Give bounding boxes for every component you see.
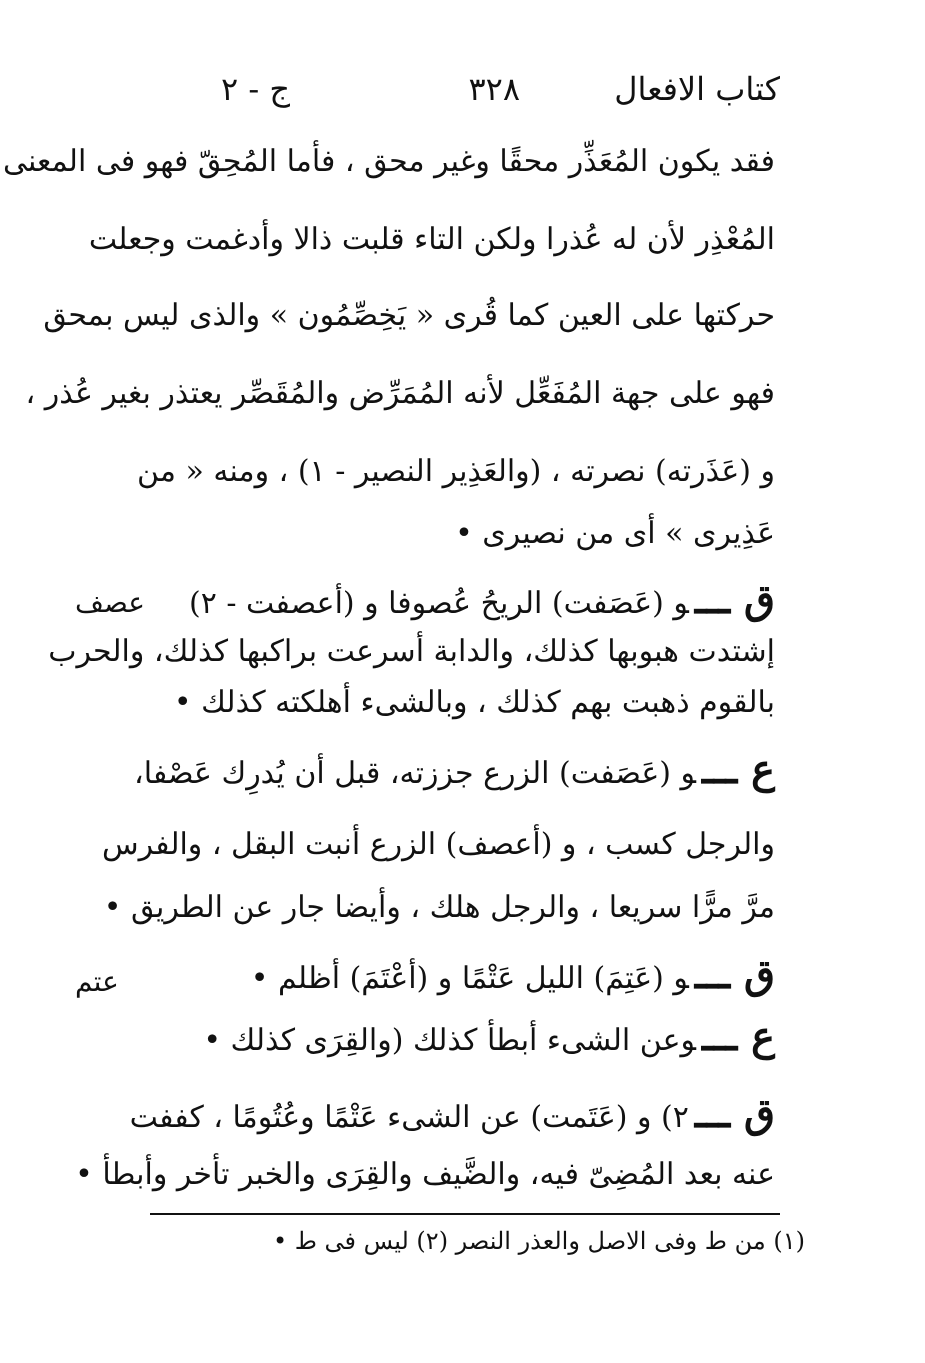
- entry-text: و (عَتِمَ) الليل عَتْمًا و (أعْتَمَ) أظلم •: [250, 961, 689, 996]
- entry-marker-ayn: ع ـــ: [702, 746, 775, 793]
- text-line: والرجل كسب ، و (أعصف) الزرع أنبت البقل ، والفرس: [101, 827, 775, 862]
- entry-line: [155, 576, 775, 624]
- entry-line: [134, 746, 775, 794]
- entry-marker-qaf: ق ـــ: [694, 576, 775, 623]
- text-line: عنه بعد المُضِىّ فيه، والضَّيف والقِرَى والخبر تأخر وأبطأ •: [75, 1157, 775, 1192]
- margin-keyword: عتم: [75, 965, 119, 998]
- text-line: فقد يكون المُعَذِّر محقًا وغير محق ، فأما المُحِقّ فهو فى المعنى: [2, 144, 775, 179]
- entry-text: ٢) و (عَتَمت) عن الشىء عَتْمًا وعُتُومًا ، كففت: [129, 1100, 689, 1135]
- entry-text: وعن الشىء أبطأ كذلك (والقِرَى كذلك •: [203, 1023, 697, 1058]
- text-line: المُعْذِر لأن له عُذرا ولكن التاء قلبت ذالا وأدغمت وجعلت: [88, 222, 775, 257]
- page-header: [180, 70, 780, 120]
- text-line: بالقوم ذهبت بهم كذلك ، وبالشىء أهلكته كذلك •: [173, 685, 775, 720]
- footnote-rule: [150, 1213, 780, 1215]
- entry-text: و (عَصَفت) الزرع جززته، قبل أن يُدرِك عَصْفا،: [134, 756, 697, 791]
- entry-marker-ayn: ع ـــ: [702, 1013, 775, 1060]
- text-line: إشتدت هبوبها كذلك، والدابة أسرعت براكبها كذلك، والحرب: [48, 634, 775, 669]
- entry-marker-qaf: ق ـــ: [694, 951, 775, 998]
- entry-marker-qaf: ق ـــ: [694, 1090, 775, 1137]
- entry-line: [155, 1013, 775, 1061]
- entry-line: [129, 1090, 775, 1138]
- margin-keyword: عصف: [75, 586, 145, 619]
- footnote: (١) من ط وفى الاصل والعذر النصر (٢) ليس فى ط •: [272, 1227, 805, 1255]
- volume-number: ج - ٢: [221, 70, 290, 108]
- text-line: حركتها على العين كما قُرى « يَخِصِّمُون » والذى ليس بمحق: [43, 298, 775, 333]
- text-line: فهو على جهة المُفَعِّل لأنه المُمَرِّض والمُقَصِّر يعتذر بغير عُذر ،: [25, 376, 775, 411]
- book-title: كتاب الافعال: [614, 70, 780, 108]
- entry-line: [155, 951, 775, 999]
- text-line: عَذِيرى » أى من نصيرى •: [455, 516, 775, 551]
- text-line: مرَّ مرًّا سريعا ، والرجل هلك ، وأيضا جار عن الطريق •: [103, 890, 775, 925]
- page-number: ٣٢٨: [468, 70, 520, 108]
- entry-text: و (عَصَفت) الريحُ عُصوفا و (أعصفت - ٢): [188, 586, 689, 621]
- text-line: و (عَذَرته) نصرته ، (والعَذِير النصير - ١) ، ومنه « من: [137, 454, 775, 489]
